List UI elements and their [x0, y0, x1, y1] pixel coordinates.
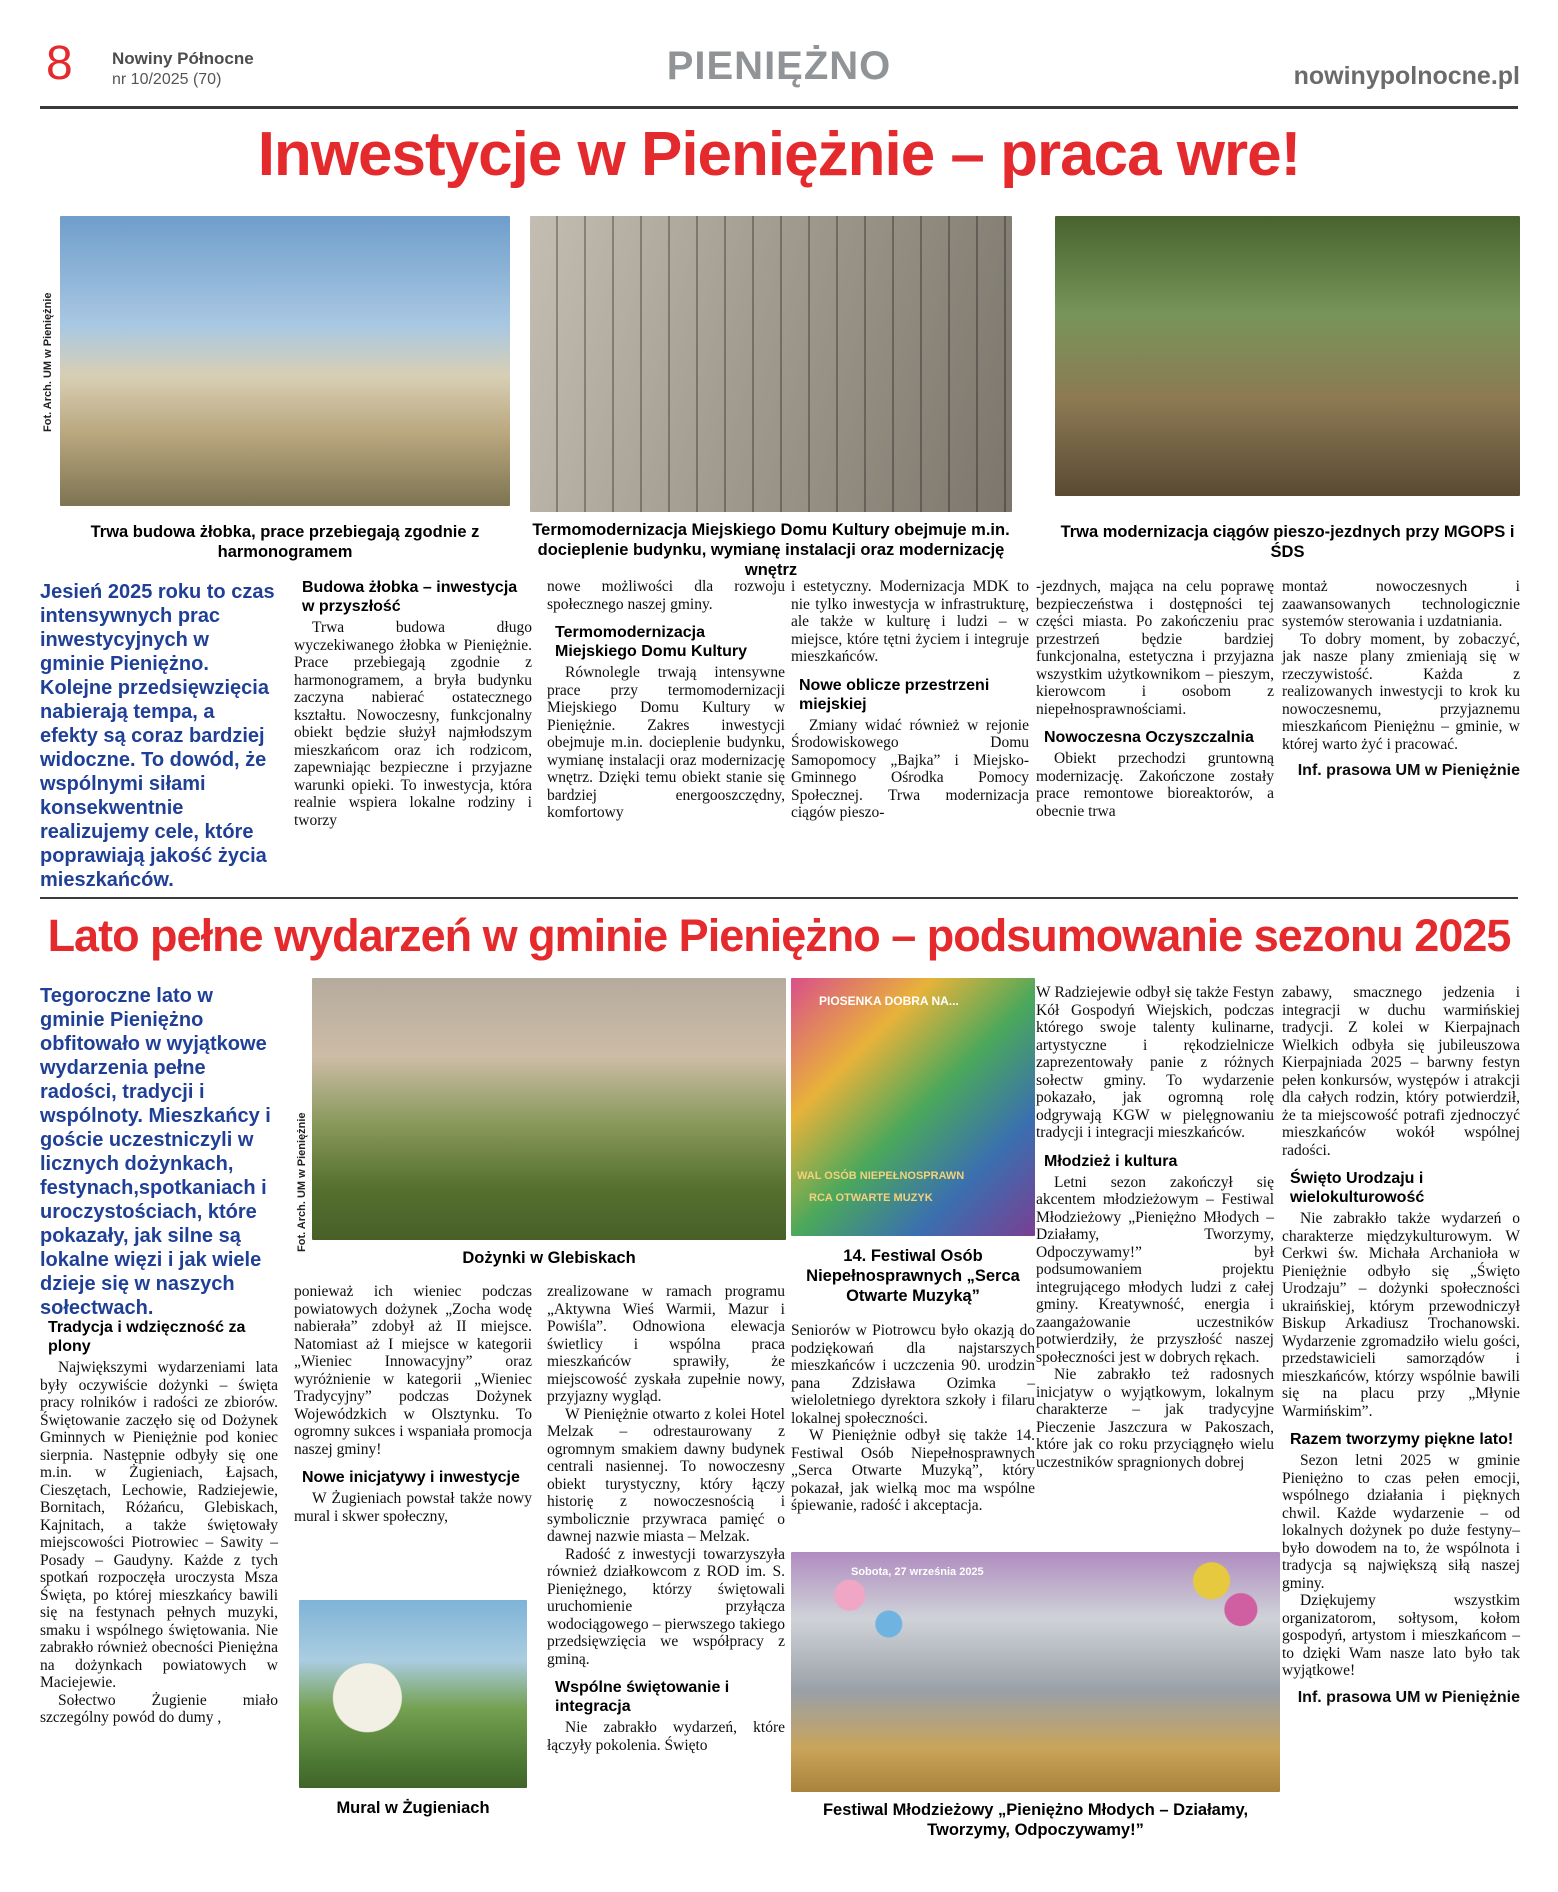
article-divider-rule: [40, 897, 1518, 899]
paragraph: montaż nowoczesnych i zaawansowanych technologicznie systemów sterowania i uzdatniania.: [1282, 578, 1520, 630]
caption-serca: 14. Festiwal Osób Niepełnosprawnych „Serca Otwarte Muzyką”: [806, 1247, 1020, 1305]
photo-festiwal-mlodziezowy: [791, 1552, 1280, 1792]
section-title: PIENIĘŻNO: [666, 44, 892, 88]
subheading: Święto Urodzaju i wielokulturowość: [1290, 1170, 1425, 1206]
paragraph: zabawy, smacznego jedzenia i integracji w duchu warmińskiej tradycji. Z kolei w Kierpajnach Wielkich odbyła się jubileuszowa Kierpajniada 2025 – barwny festyn pełen konkursów, występów i atrakcji dla całych rodzin, który potwierdził, że ta miejscowość potrafi zjednoczyć mieszkańców wokół wspólnej radości.: [1282, 984, 1520, 1159]
paragraph: -jezdnych, mająca na celu poprawę bezpieczeństwa i dostępności tej części miasta. Po zakończeniu prac przestrzeń będzie bardziej funkcjonalna, estetyczna i przyjazna wszystkim użytkownikom – pieszym, kierowcom i osobom z niepełnosprawnościami.: [1036, 578, 1274, 718]
paragraph: To dobry moment, by zobaczyć, jak nasze plany zmieniają się w rzeczywistość. Każda z realizowanych inwestycji to krok ku nowoczesnemu, przyjaznemu mieszkańcom Pieniężnu – gminie, w której warto żyć i pracować.: [1282, 630, 1520, 753]
subheading: Młodzież i kultura: [1044, 1152, 1178, 1170]
paragraph: Największymi wydarzeniami lata były oczywiście dożynki – święta pracy rolników i radości ze zbiorów. Świętowanie zaczęło się od Dożynek Gminnych w Pieniężnie pod koniec sierpnia. Następnie odbyły się one m.in. w Żugieniach, Łajsach, Cieszętach, Lechowie, Radziejewie, Bornitach, Różańcu, Glebiskach, Kajnitach, a także świętowały miejscowości Piotrowiec – Sawity – Posady – Gaudyny. Każde z tych spotkań rozpoczęła uroczysta Msza Święta, po której mieszkańcy bawili się na festynach pełnych muzyki, smaku i wspólnego świętowania. Nie zabrakło również obecności Pieniężna na dożynkach powiatowych w Maciejewie.: [40, 1359, 278, 1691]
photo-text-date: Sobota, 27 września 2025: [851, 1566, 984, 1578]
masthead-title: Nowiny Północne: [112, 49, 254, 68]
paragraph: Letni sezon zakończył się akcentem młodzieżowym – Festiwal Młodzieżowy „Pieniężno Młodych – Działamy, Tworzymy, Odpoczywamy!” był podsumowaniem projektu integrującego młodych ludzi z całej gminy. Kreatywność, energia i zaangażowanie uczestników potwierdziły, że przyszłość naszej społeczności jest w dobrych rękach.: [1036, 1173, 1274, 1366]
subheading: Nowe inicjatywy i inwestycje: [302, 1469, 520, 1486]
paragraph: Obiekt przechodzi gruntowną modernizację. Zakończone zostały prace remontowe bioreaktorów, a obecnie trwa: [1036, 750, 1274, 820]
article1-lead: Jesień 2025 roku to czas intensywnych prac inwestycyjnych w gminie Pieniężno. Kolejne przedsięwzięcia nabierają tempa, a efekty są coraz bardziej widoczne. To dowód, że wspólnymi siłami konsekwentnie realizujemy cele, które poprawiają jakość życia mieszkańców.: [40, 581, 275, 891]
photo-zlobek-construction: [60, 216, 510, 506]
paragraph: Sołectwo Żugienie miało szczególny powód do dumy ,: [40, 1691, 278, 1726]
photo-credit-vertical: Fot. Arch. UM w Pieniężnie: [42, 292, 54, 432]
paragraph: Nie zabrakło też radosnych inicjatyw o wyjątkowym, lokalnym charakterze – jak tradycyjne Pieczenie Jaszczura w Pakoszach, które jak co roku przyciągnęło wielu uczestników spragnionych dobrej: [1036, 1366, 1274, 1471]
paragraph: Zmiany widać również w rejonie Środowiskowego Domu Samopomocy „Bajka” i Miejsko-Gminnego Ośrodka Pomocy Społecznej. Trwa modernizacja ciągów pieszo-: [791, 716, 1029, 821]
subheading: Wspólne świętowanie i integracja: [555, 1679, 730, 1715]
subheading: Nowoczesna Oczyszczalnia: [1044, 729, 1254, 746]
paragraph: W Pieniężnie otwarto z kolei Hotel Melzak – odrestaurowany z ogromnym smakiem dawny budynek centrali nasiennej. To nowoczesny obiekt turystyczny, który łączy historię z nowoczesnością i symbolicznie przywraca pamięć o dawnej nazwie miasta – Melzak.: [547, 1405, 785, 1545]
header-rule: [40, 106, 1518, 109]
paragraph: Równolegle trwają intensywne prace przy termomodernizacji Miejskiego Domu Kultury w Pieniężnie. Zakres inwestycji obejmuje m.in. docieplenie budynku, wymianę instalacji oraz modernizację wnętrz. Dzięki temu obiekt stanie się bardziej energooszczędny, komfortowy: [547, 664, 785, 821]
paragraph: zrealizowane w ramach programu „Aktywna Wieś Warmii, Mazur i Powiśla”. Odnowiona elewacja świetlicy i wspólna praca mieszkańców sprawiły, że miejscowość zyskała zupełnie nowy, przyjazny wygląd.: [547, 1283, 785, 1405]
paragraph: Seniorów w Piotrowcu było okazją do podziękowań dla najstarszych mieszkańców i uczczenia 90. urodzin pana Zdzisława Ozimka – wieloletniego dyrektora szkoły i filaru lokalnej społeczności.: [791, 1322, 1035, 1427]
paragraph: Nie zabrakło także wydarzeń o charakterze międzykulturowym. W Cerkwi św. Michała Archanioła w Pieniężnie odbyło się „Święto Urodzaju” – dożynki społeczności ukraińskiej, którym przewodniczył Biskup Arkadiusz Trochanowski. Wydarzenie zgromadziło wielu gości, przedstawicieli samorządów i mieszkańców, którzy wspólnie bawili się na placu przy „Młynie Warmińskim”.: [1282, 1210, 1520, 1420]
article1-column-6: [1282, 578, 1520, 780]
page-number: 8: [46, 37, 73, 90]
article1-column-2: [294, 578, 532, 829]
photo-festiwal-serca: [791, 978, 1035, 1236]
paragraph: Sezon letni 2025 w gminie Pieniężno to czas pełen emocji, wspólnego działania i pięknych chwil. Każde wydarzenie – od lokalnych dożynek po duże festyny– było dowodem na to, że wspólnota i tradycja są największą siłą naszej gminy.: [1282, 1452, 1520, 1592]
photo-mdk-scaffolding: [530, 216, 1012, 512]
article2-lead: Tegoroczne lato w gminie Pieniężno obfitowało w wyjątkowe wydarzenia pełne radości, tradycji i wspólnoty. Mieszkańcy i goście uczestniczyli w licznych dożynkach, festynach,spotkaniach i uroczystościach, które pokazały, jak silne są lokalne więzi i jak wiele dzieje się w naszych sołectwach.: [40, 985, 271, 1319]
article1-column-5: [1036, 578, 1274, 820]
caption-zlobek: Trwa budowa żłobka, prace przebiegają zgodnie z harmonogramem: [90, 523, 480, 561]
subheading: Budowa żłobka – inwestycja w przyszłość: [302, 579, 518, 615]
paragraph: Trwa budowa długo wyczekiwanego żłobka w Pieniężnie. Prace przebiegają zgodnie z harmonogramem, a bryła budynku zaczyna nabierać ostatecznego kształtu. Nowoczesny, funkcjonalny obiekt będzie służył najmłodszym mieszkańcom oraz ich rodzicom, zapewniając bezpieczne i przyjazne warunki opieki. To inwestycja, która realnie wspiera lokalne rodziny i tworzy: [294, 619, 532, 829]
article1-headline: Inwestycje w Pieniężnie – praca wre!: [257, 120, 1301, 189]
photo-credit-vertical: Fot. Arch. UM w Pieniężnie: [296, 1112, 308, 1252]
paragraph: i estetyczny. Modernizacja MDK to nie tylko inwestycja w infrastrukturę, ale także w kulturę i ludzi – w miejsce, które tętni życiem i integruje mieszkańców.: [791, 578, 1029, 665]
photo-dozynki-glebiska: [312, 978, 786, 1240]
article1-column-3: [547, 578, 785, 822]
article2-headline: Lato pełne wydarzeń w gminie Pieniężno – podsumowanie sezonu 2025: [47, 910, 1511, 961]
paragraph: W Pieniężnie odbył się także 14. Festiwal Osób Niepełnosprawnych „Serca Otwarte Muzyką”, który pokazał, jak wielką moc ma wspólne śpiewanie, radość i akceptacja.: [791, 1427, 1035, 1514]
caption-mgops: Trwa modernizacja ciągów pieszo-jezdnych przy MGOPS i ŚDS: [1060, 523, 1515, 561]
photo-text-banner1: WAL OSÓB NIEPEŁNOSPRAWN: [797, 1170, 965, 1182]
caption-mural: Mural w Żugieniach: [336, 1799, 490, 1817]
article2-column-1: [40, 1318, 278, 1727]
photo-text-banner2: RCA OTWARTE MUZYK: [809, 1192, 933, 1204]
subheading: Termomodernizacja Miejskiego Domu Kultury: [555, 624, 748, 660]
website-url: nowinypolnocne.pl: [1293, 62, 1520, 90]
article2-column-6: [1282, 984, 1520, 1706]
article2-column-5: [1036, 984, 1274, 1471]
article2-byline: Inf. prasowa UM w Pieniężnie: [1297, 1688, 1520, 1706]
paragraph: Nie zabrakło wydarzeń, które łączyły pokolenia. Święto: [547, 1719, 785, 1754]
article1-column-4: [791, 578, 1029, 822]
photo-mural-zugienie: [299, 1600, 527, 1788]
paragraph: nowe możliwości dla rozwoju społecznego naszej gminy.: [547, 578, 785, 613]
article2-column-2: [294, 1283, 532, 1525]
paragraph: Radość z inwestycji towarzyszyła również działkowcom z ROD im. S. Pieniężnego, którzy świętowali uruchomienie przyłącza wodociągowego – pierwszego takiego przedsięwzięcia we współpracy z gminą.: [547, 1545, 785, 1668]
masthead-issue: nr 10/2025 (70): [112, 71, 222, 88]
caption-mlodziez: Festiwal Młodzieżowy „Pieniężno Młodych – Działamy, Tworzymy, Odpoczywamy!”: [822, 1801, 1249, 1839]
caption-dozynki: Dożynki w Glebiskach: [462, 1249, 636, 1267]
paragraph: Dziękujemy wszystkim organizatorom, sołtysom, kołom gospodyń, artystom i mieszkańcom – to dzięki Wam nasze lato było tak wyjątkowe!: [1282, 1592, 1520, 1679]
article1-byline: Inf. prasowa UM w Pieniężnie: [1297, 762, 1520, 779]
photo-text-piosenka: PIOSENKA DOBRA NA...: [819, 994, 959, 1008]
photo-mgops-walkways: [1055, 216, 1520, 496]
paragraph: W Radziejewie odbył się także Festyn Kół Gospodyń Wiejskich, podczas którego swoje talenty kulinarne, artystyczne i rękodzielnicze zaprezentowały panie z różnych sołectw gminy. To wydarzenie pokazało, jak ogromną rolę odgrywają KGW w pielęgnowaniu tradycji i integracji mieszkańców.: [1036, 984, 1274, 1141]
paragraph: ponieważ ich wieniec podczas powiatowych dożynek „Zocha wodę nabierała” zdobył aż II miejsce. Natomiast aż I miejsce w kategorii „Wieniec Innowacyjny” oraz wyróżnienie w kategorii „Wieniec Tradycyjny” podczas Dożynek Wojewódzkich w Olsztynku. To ogromny sukces i wspaniała promocja naszej gminy!: [294, 1283, 532, 1458]
caption-mdk: Termomodernizacja Miejskiego Domu Kultury obejmuje m.in. docieplenie budynku, wymianę instalacji oraz modernizację wnętrz: [532, 521, 1010, 579]
paragraph: W Żugieniach powstał także nowy mural i skwer społeczny,: [294, 1490, 532, 1525]
subheading: Tradycja i wdzięczność za plony: [48, 1319, 246, 1355]
article2-column-4: [791, 1322, 1035, 1515]
subheading: Razem tworzymy piękne lato!: [1290, 1431, 1514, 1448]
subheading: Nowe oblicze przestrzeni miejskiej: [799, 676, 990, 713]
article2-column-3: [547, 1283, 785, 1754]
